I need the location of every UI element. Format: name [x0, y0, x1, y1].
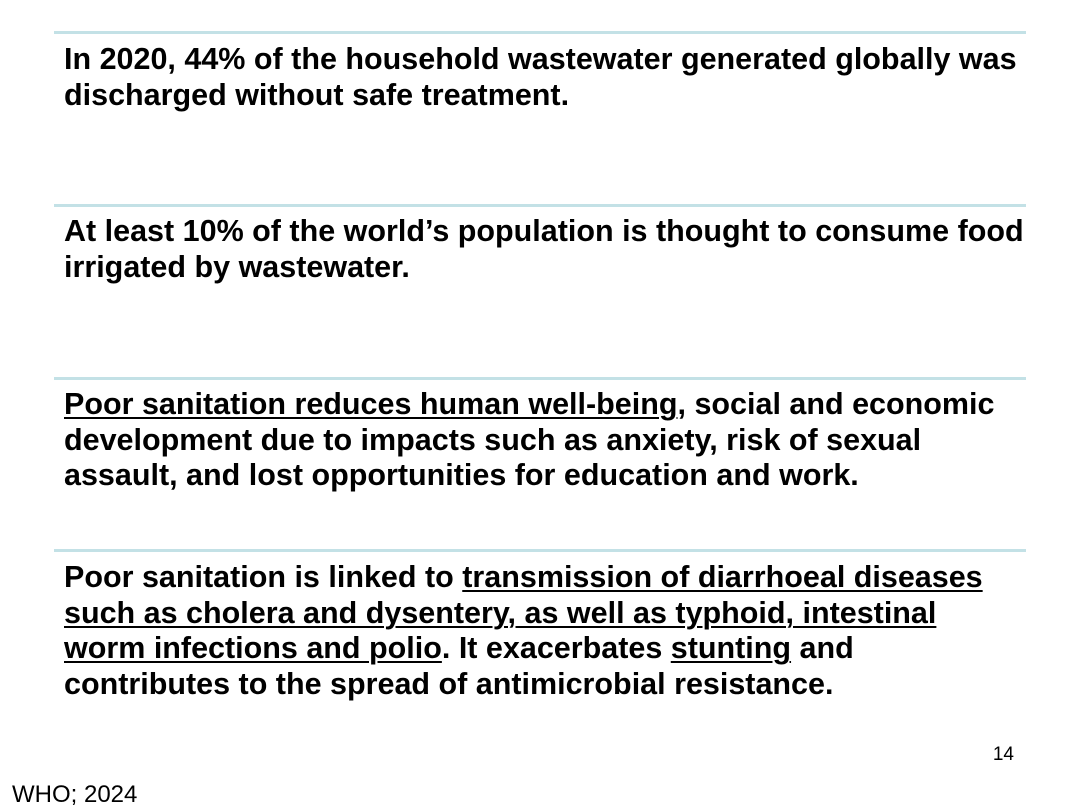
- underlined-phrase-stunting: stunting: [670, 631, 792, 666]
- fact-divider-1: [54, 31, 1026, 34]
- fact-food-irrigation: [64, 214, 1024, 285]
- fact-health-impacts: [64, 560, 1024, 703]
- fact-text: , social and economic development due to impacts such as anxiety, risk of sexual assault, and lost opportunities for education and work.: [64, 387, 995, 493]
- fact-divider-2: [54, 204, 1026, 207]
- fact-text: and contributes to the spread of antimicrobial resistance.: [64, 631, 854, 702]
- fact-text: . It exacerbates: [441, 631, 671, 666]
- fact-divider-3: [54, 377, 1026, 380]
- fact-text: Poor sanitation is linked to: [64, 560, 463, 594]
- underlined-phrase-diseases: transmission of diarrhoeal diseases such as cholera and dysentery, as well as typhoid, intestinal worm infections and polio: [64, 560, 983, 666]
- source-citation: WHO; 2024: [12, 781, 138, 808]
- underlined-phrase-wellbeing: Poor sanitation reduces human well-being: [64, 387, 678, 421]
- fact-wastewater-discharge: [64, 42, 1024, 113]
- fact-text: At least 10% of the world’s population is thought to consume food irrigated by wastewater.: [64, 214, 1024, 284]
- fact-wellbeing: [64, 387, 1024, 494]
- fact-divider-4: [54, 549, 1026, 552]
- page-number: 14: [992, 744, 1014, 765]
- fact-text: In 2020, 44% of the household wastewater generated globally was discharged without safe treatment.: [64, 42, 1017, 112]
